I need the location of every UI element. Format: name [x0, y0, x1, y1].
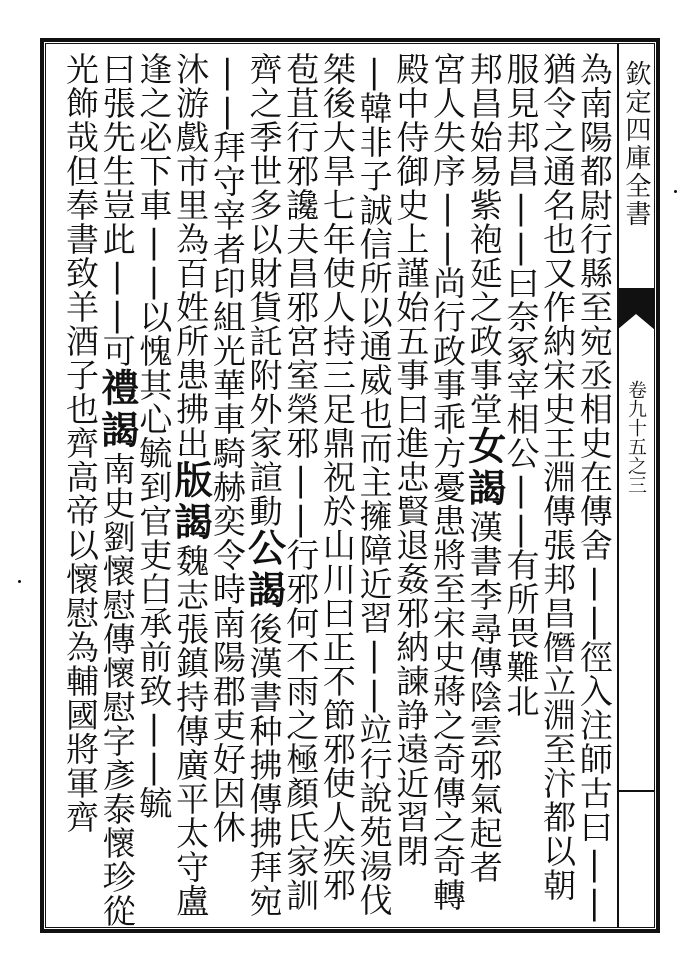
text-column — [461, 52, 507, 922]
text-segment: 猶令之通名也又作納宋史王淵傳張邦昌僭立淵至汴都以朝 — [538, 52, 578, 902]
text-column — [428, 52, 468, 922]
ditto-mark: | — [354, 635, 394, 674]
ditto-mark: | — [134, 747, 174, 786]
ditto-mark: | — [97, 295, 137, 334]
entry-heading: 女謁 — [461, 426, 507, 510]
ditto-mark: | — [281, 499, 321, 538]
text-segment: 曰張先生豈此 — [97, 52, 137, 256]
text-segment: 苞苴行邪讒夫昌邪宮室榮邪 — [281, 52, 321, 460]
ditto-mark: | — [134, 222, 174, 261]
text-column — [134, 52, 174, 922]
ditto-mark: | — [134, 261, 174, 300]
ditto-mark: | — [574, 601, 614, 640]
text-segment: 令時南陽郡吏好因休 — [207, 538, 247, 844]
text-segment: 光飾哉但奉書致羊酒 — [61, 52, 100, 358]
ditto-mark: | — [354, 52, 394, 91]
scan-speck — [18, 580, 21, 583]
text-segment: 以愧其心 — [134, 300, 174, 436]
text-segment: 竝行說苑湯伐 — [354, 713, 394, 917]
text-column — [241, 52, 287, 922]
text-segment: 毓到官吏白承前致 — [134, 436, 174, 708]
scan-speck — [674, 190, 677, 193]
ditto-mark: | — [281, 460, 321, 499]
text-segment: 南史劉懷慰傳懷慰字彥泰懷珍從 — [97, 452, 137, 928]
text-segment: 漢書李尋傳陰雲邪氣起者 — [464, 510, 504, 884]
text-segment: 沐游戲市里為百姓所患拂出 — [171, 52, 211, 460]
bottom-rule — [618, 790, 654, 792]
text-column — [281, 52, 321, 922]
ditto-mark: | — [574, 883, 614, 922]
text-column — [209, 52, 245, 922]
text-segment: 尚行政事乖方憂患將至宋史蔣之奇傳之奇轉 — [428, 266, 468, 912]
ditto-mark: | — [428, 227, 468, 266]
text-segment: 齊之季世多以財貨託附外家諠動 — [244, 52, 284, 528]
text-segment: 後漢書种拂傳拂拜宛 — [244, 612, 284, 918]
entry-heading: 版謁 — [168, 460, 214, 544]
text-segment: 毓 — [134, 786, 174, 820]
text-segment: 子也齊高帝以懷慰為輔國將軍齊 — [61, 358, 100, 834]
text-column — [356, 52, 392, 922]
text-column — [168, 52, 214, 922]
text-segment: 宮人失序 — [428, 52, 468, 188]
ditto-mark: | — [501, 470, 541, 509]
ditto-mark: | — [574, 562, 614, 601]
ditto-mark: | — [97, 256, 137, 295]
ditto-mark: | — [207, 91, 247, 130]
ditto-mark: | — [501, 227, 541, 266]
text-column — [538, 52, 578, 922]
text-segment: 可 — [97, 334, 137, 368]
ditto-mark: | — [207, 52, 247, 91]
ditto-mark: | — [134, 708, 174, 747]
entry-heading: 禮謁 — [94, 368, 140, 452]
text-segment: 韓非子誠信所以通威也而主擁障近習 — [354, 91, 394, 635]
text-segment: 徑入注師古曰 — [574, 640, 614, 844]
text-segment: 為南陽都尉行縣至宛丞相史在傳舍 — [574, 52, 614, 562]
text-column — [391, 52, 431, 922]
ditto-mark: | — [501, 509, 541, 548]
text-segment: 桀後大旱七年使人持三足鼎祝於山川曰正不節邪使人疾邪 — [317, 52, 357, 902]
text-segment: 有所畏難北 — [501, 548, 541, 718]
volume-label: 卷九十五之三 — [625, 380, 647, 494]
fishtail-mark-icon — [617, 288, 655, 330]
ditto-mark: | — [574, 844, 614, 883]
text-segment: 逢之必下車 — [134, 52, 174, 222]
text-segment: 曰奈冢宰相公 — [501, 266, 541, 470]
body-text — [61, 52, 614, 928]
text-column — [94, 52, 140, 928]
ditto-mark: | — [354, 674, 394, 713]
text-segment: 魏志張鎮持傳廣平太守盧 — [171, 544, 211, 918]
entry-heading: 公謁 — [241, 528, 287, 612]
text-segment: 拜守宰者印組光華車騎赫奕 — [207, 130, 247, 538]
text-segment: 殿中侍御史上謹始五事曰進忠賢退姦邪納諫諍遠近習閉 — [391, 52, 431, 868]
text-column — [576, 52, 612, 922]
text-segment: 服見邦昌 — [501, 52, 541, 188]
text-column — [319, 52, 355, 922]
ditto-mark: | — [428, 188, 468, 227]
text-column — [62, 52, 98, 922]
text-column — [501, 52, 541, 922]
ditto-mark: | — [501, 188, 541, 227]
text-segment: 邦昌始易紫袍延之政事堂 — [464, 52, 504, 426]
book-title: 欽定四庫全書 — [621, 60, 651, 228]
text-segment: 行邪何不雨之極顏氏家訓 — [281, 538, 321, 912]
